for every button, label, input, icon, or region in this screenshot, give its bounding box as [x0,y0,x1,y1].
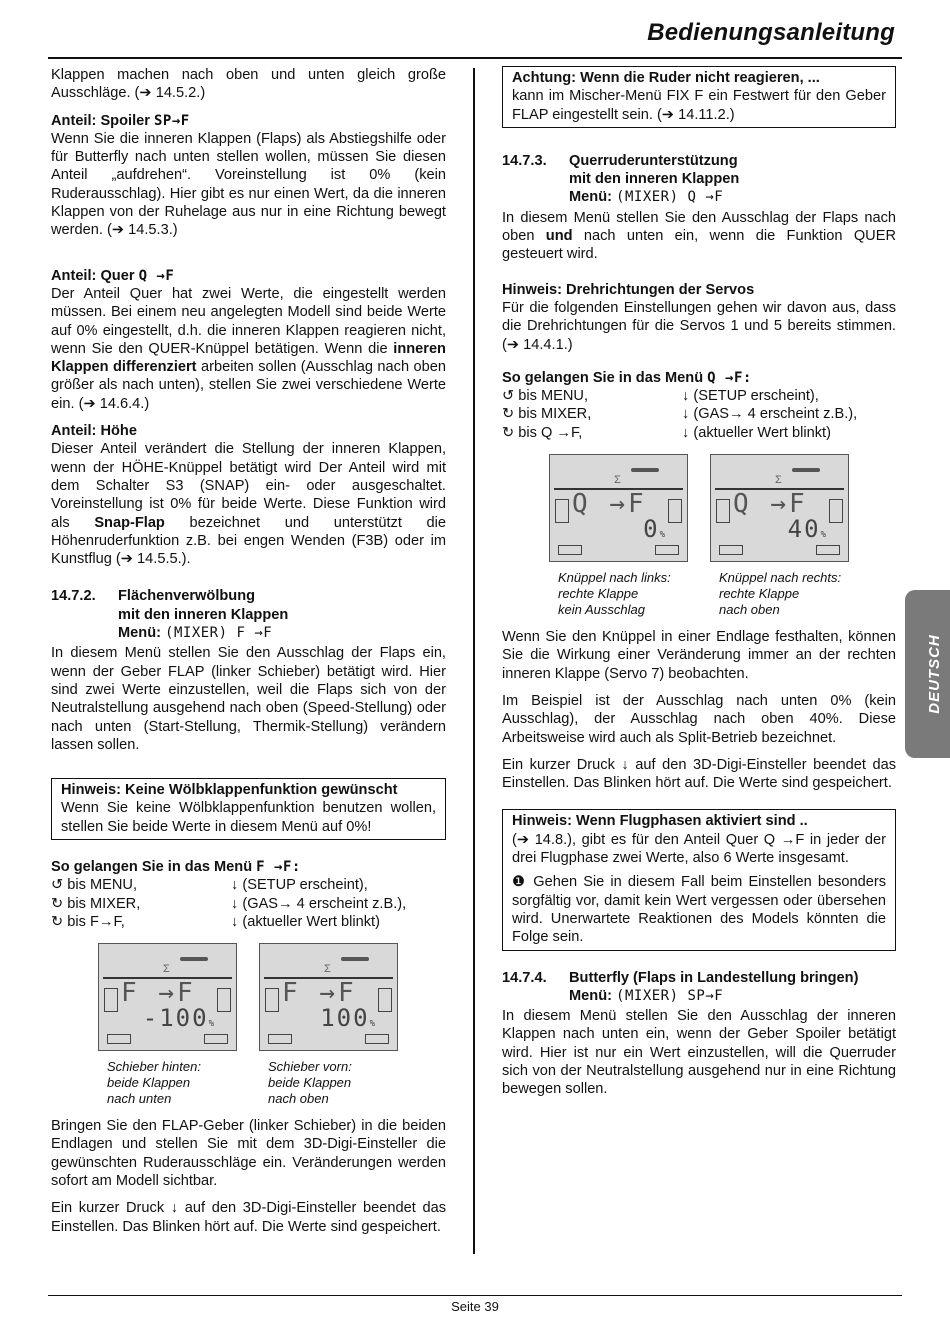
servo-note-heading: Hinweis: Drehrichtungen der Servos [502,281,755,298]
lcd-captions-left: Schieber hinten: beide Klappen nach unten Schieber vorn: beide Klappen nach oben [107,1059,352,1107]
section-14-7-2-text: In diesem Menü stellen Sie den Ausschlag der Flaps ein, wenn der Geber FLAP (linker Schieber) betätigt wird. Hier sind zwei Werte einzustellen, weil die Flaps sich von der Neutralstellung ausgehend nach oben (Speed-Stellung) oder nach unten (Start-Stellung, Thermik-Stellung) verändern lassen sollen. [51,645,446,753]
column-separator [473,68,475,1254]
how-to-heading-right: So gelangen Sie in das Menü Q →F: [502,369,752,386]
lcd-display: Σ F →F 100% [259,943,398,1051]
quer-heading: Anteil: Quer Q →F [51,267,175,284]
how-to-heading-left: So gelangen Sie in das Menü F →F: [51,858,301,875]
lcd-display: Σ F →F -100% [98,943,237,1051]
lcd-displays-left [98,943,446,1051]
section-14-7-4-text: In diesem Menü stellen Sie den Ausschlag der inneren Klappen nach unten ein, wenn der Geber Spoiler betätigt wird. Hier ist nur ein Wert einzustellen, will die Querruder sich von der Neutralstellung ausgehend nur in eine Richtung bewegen sollen. [502,1008,896,1098]
right-text-1: Wenn Sie den Knüppel in einer Endlage festhalten, können Sie die Wirkung einer Veränderung immer an der rechten inneren Klappe (Servo 7) beobachten. [502,629,896,682]
plane-icon [631,468,659,472]
right-text-3: Ein kurzer Druck ↓ auf den 3D-Digi-Einsteller beendet das Einstellen. Das Blinken hört auf. Die Werte sind gespeichert. [502,756,896,792]
hoehe-heading: Anteil: Höhe [51,423,137,440]
plane-icon [341,957,369,961]
lcd-display: Σ Q →F 0% [549,454,688,562]
left-column [51,66,446,1245]
intro-paragraph: Klappen machen nach oben und unten gleich große Ausschläge. (➔ 14.5.2.) [51,67,446,102]
spoiler-heading: Anteil: Spoiler SP→F [51,112,190,129]
section-14-7-3-text: In diesem Menü stellen Sie den Ausschlag der Flaps nach oben und nach unten ein, wenn die Funktion QUER gesteuert wird. [502,209,896,263]
lcd-display: Σ Q →F 40% [710,454,849,562]
navigation-steps-left: ↺ bis MENU, ↓ (SETUP erscheint), ↻ bis MIXER, ↓ (GAS→ 4 erscheint z.B.), ↻ bis F→F, ↓ (aktueller Wert blinkt) [51,877,407,930]
servo-note-text: Für die folgenden Einstellungen gehen wir davon aus, dass die Drehrichtungen für die Servos 1 und 5 bereits stimmen. (➔ 14.4.1.) [502,299,896,353]
lcd-captions-right: Knüppel nach links: rechte Klappe kein Ausschlag Knüppel nach rechts: rechte Klappe nach oben [558,570,842,618]
header-rule [48,57,902,59]
page-number: Seite 39 [451,1299,499,1314]
language-tab-label: DEUTSCH [925,634,943,714]
warning-box-rudder: Achtung: Wenn die Ruder nicht reagieren, ... kann im Mischer-Menü FIX F ein Festwert für den Geber FLAP eingestellt sein. (➔ 14.11.2.) [502,66,896,128]
footer-rule [48,1295,902,1296]
lcd-displays-right [549,454,896,562]
navigation-steps-right: ↺ bis MENU, ↓ (SETUP erscheint), ↻ bis MIXER, ↓ (GAS→ 4 erscheint z.B.), ↻ bis Q →F, ↓ (aktueller Wert blinkt) [502,388,858,441]
spoiler-text: Wenn Sie die inneren Klappen (Flaps) als Abstiegshilfe oder für Butterfly nach unten stellen wollen, müssen Sie diesen Anteil „aufdrehen“. Voreinstellung ist 0% (kein Ruderausschlag). Hier gibt es nur einen Wert, da die inneren Klappen von der Ruhelage aus nur in eine Richtung bewegt werden. (➔ 14.5.3.) [51,130,446,239]
section-14-7-2-heading: 14.7.2. Flächenverwölbung mit den inneren Klappen Menü: (MIXER) F →F [51,588,289,642]
plane-icon [180,957,208,961]
note-box-flight-phases: Hinweis: Wenn Flugphasen aktiviert sind .. (➔ 14.8.), gibt es für den Anteil Quer Q →F in jeder der drei Flugphase zwei Werte, also 6 Werte insgesamt. ❶ Gehen Sie in diesem Fall beim Einstellen besonders sorgfältig vor, damit kein Wert vergessen oder übersehen wird. Unerwartete Reaktionen des Models könnten die Folge sein. [502,809,896,950]
after-text-1: Bringen Sie den FLAP-Geber (linker Schieber) in die beiden Endlagen und stellen Sie mit dem 3D-Digi-Einsteller die gewünschten Ruderausschläge ein. Veränderungen werden sofort am Modell sichtbar. [51,1118,446,1190]
right-column [502,66,896,1108]
header-title: Bedienungsanleitung [647,19,895,46]
plane-icon [792,468,820,472]
after-text-2: Ein kurzer Druck ↓ auf den 3D-Digi-Einsteller beendet das Einstellen. Das Blinken hört auf. Die Werte sind gespeichert. [51,1200,446,1235]
hoehe-text: Dieser Anteil verändert die Stellung der inneren Klappen, wenn der HÖHE-Knüppel betätigt wird Der Anteil wird mit dem Schalter S3 (SNAP) ein- oder ausgeschaltet. Voreinstellung ist 0% für beide Werte. Diese Funktion wird als Snap-Flap bezeichnet und unterstützt die Höhenruderfunktion z.B. bei engen Wenden (F3B) oder im Kunstflug (➔ 14.5.5.). [51,441,447,568]
note-box-no-camber: Hinweis: Keine Wölbklappenfunktion gewünscht Wenn Sie keine Wölbklappenfunktion benutzen wollen, stellen Sie beide Werte in diesem Menü auf 0%! [51,778,446,840]
section-14-7-4-heading: 14.7.4. Butterfly (Flaps in Landestellung bringen) Menü: (MIXER) SP→F [502,969,859,1004]
quer-text: Der Anteil Quer hat zwei Werte, die eingestellt werden müssen. Bei einem neu angelegten Modell sind beide Werte auf 0% eingestellt, d.h. die inneren Klappen reagieren nicht, wenn Sie den QUER-Knüppel betätigen. Wenn die inneren Klappen differenziert arbeiten sollen (Ausschlag nach oben größer als nach unten), stellen Sie zwei verschiedene Werte ein. (➔ 14.6.4.) [51,285,446,412]
right-text-2: Im Beispiel ist der Ausschlag nach unten 0% (kein Ausschlag), der Ausschlag nach oben 40%. Diese Arbeitsweise wird auch als Split-Betrieb bezeichnet. [502,692,896,746]
section-14-7-3-heading: 14.7.3. Querruderunterstützung mit den inneren Klappen Menü: (MIXER) Q →F [502,152,740,206]
language-tab [905,590,950,758]
